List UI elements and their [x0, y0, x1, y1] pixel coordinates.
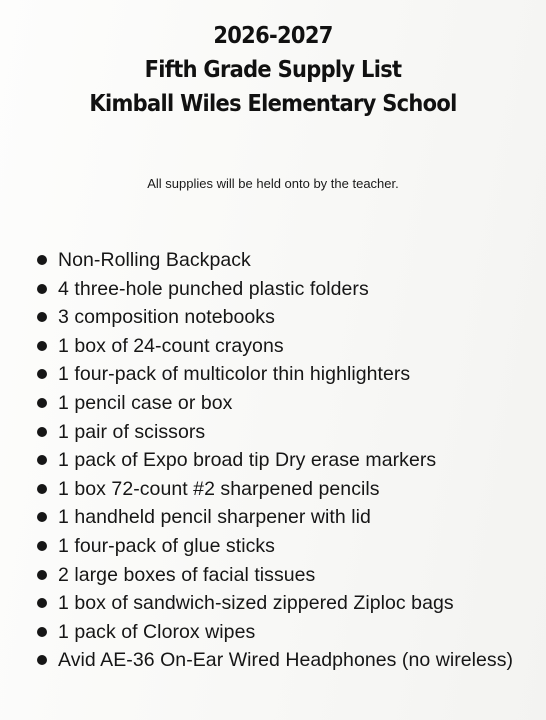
supply-item-text: 2 large boxes of facial tissues [58, 563, 316, 586]
supply-item-text: 1 box 72-count #2 sharpened pencils [58, 477, 380, 500]
supply-item-text: 1 pack of Clorox wipes [58, 620, 256, 643]
bullet-icon [37, 369, 47, 379]
supply-item-text: 1 handheld pencil sharpener with lid [58, 506, 371, 529]
supply-item-text: 1 box of 24-count crayons [58, 334, 284, 357]
supply-item-text: Avid AE-36 On-Ear Wired Headphones (no wireless) [58, 649, 514, 672]
supply-item-text: 1 box of sandwich-sized zippered Ziploc bags [58, 592, 454, 615]
bullet-icon [37, 312, 47, 322]
supply-item [36, 389, 516, 418]
bullet-icon [37, 341, 47, 351]
supply-item [36, 303, 516, 332]
supply-item [36, 475, 516, 504]
bullet-icon [37, 284, 47, 294]
supply-item [36, 503, 516, 532]
bullet-icon [37, 398, 47, 408]
supply-item [36, 332, 516, 361]
supply-item-text: 4 three-hole punched plastic folders [58, 277, 369, 300]
title-block [0, 18, 546, 120]
supply-item-text: Non-Rolling Backpack [58, 249, 251, 271]
supply-item-text: 3 composition notebooks [58, 306, 275, 329]
supply-item [36, 646, 516, 675]
bullet-icon [37, 570, 47, 580]
bullet-icon [37, 455, 47, 465]
list-title-heading: Fifth Grade Supply List [144, 55, 402, 83]
supply-list [36, 246, 516, 675]
bullet-icon [37, 484, 47, 494]
supply-item-text: 1 four-pack of multicolor thin highlighters [58, 363, 411, 386]
supply-item [36, 418, 516, 447]
school-name-heading: Kimball Wiles Elementary School [89, 89, 457, 117]
supply-item [36, 360, 516, 389]
teacher-note: All supplies will be held onto by the teacher. [147, 176, 399, 191]
supply-item [36, 561, 516, 590]
bullet-icon [37, 512, 47, 522]
bullet-icon [37, 427, 47, 437]
supply-item [36, 275, 516, 304]
supply-item [36, 532, 516, 561]
supply-item-text: 1 four-pack of glue sticks [58, 534, 275, 557]
bullet-icon [37, 598, 47, 608]
supply-item-text: 1 pencil case or box [58, 391, 233, 414]
bullet-icon [37, 627, 47, 637]
bullet-icon [37, 541, 47, 551]
school-year-heading: 2026-2027 [213, 21, 333, 49]
supply-item [36, 589, 516, 618]
bullet-icon [37, 255, 47, 265]
supply-item-text: 1 pack of Expo broad tip Dry erase markers [58, 449, 437, 472]
supply-item [36, 246, 516, 275]
supply-item [36, 618, 516, 647]
supply-item-text: 1 pair of scissors [58, 420, 206, 443]
bullet-icon [37, 655, 47, 665]
supply-item [36, 446, 516, 475]
